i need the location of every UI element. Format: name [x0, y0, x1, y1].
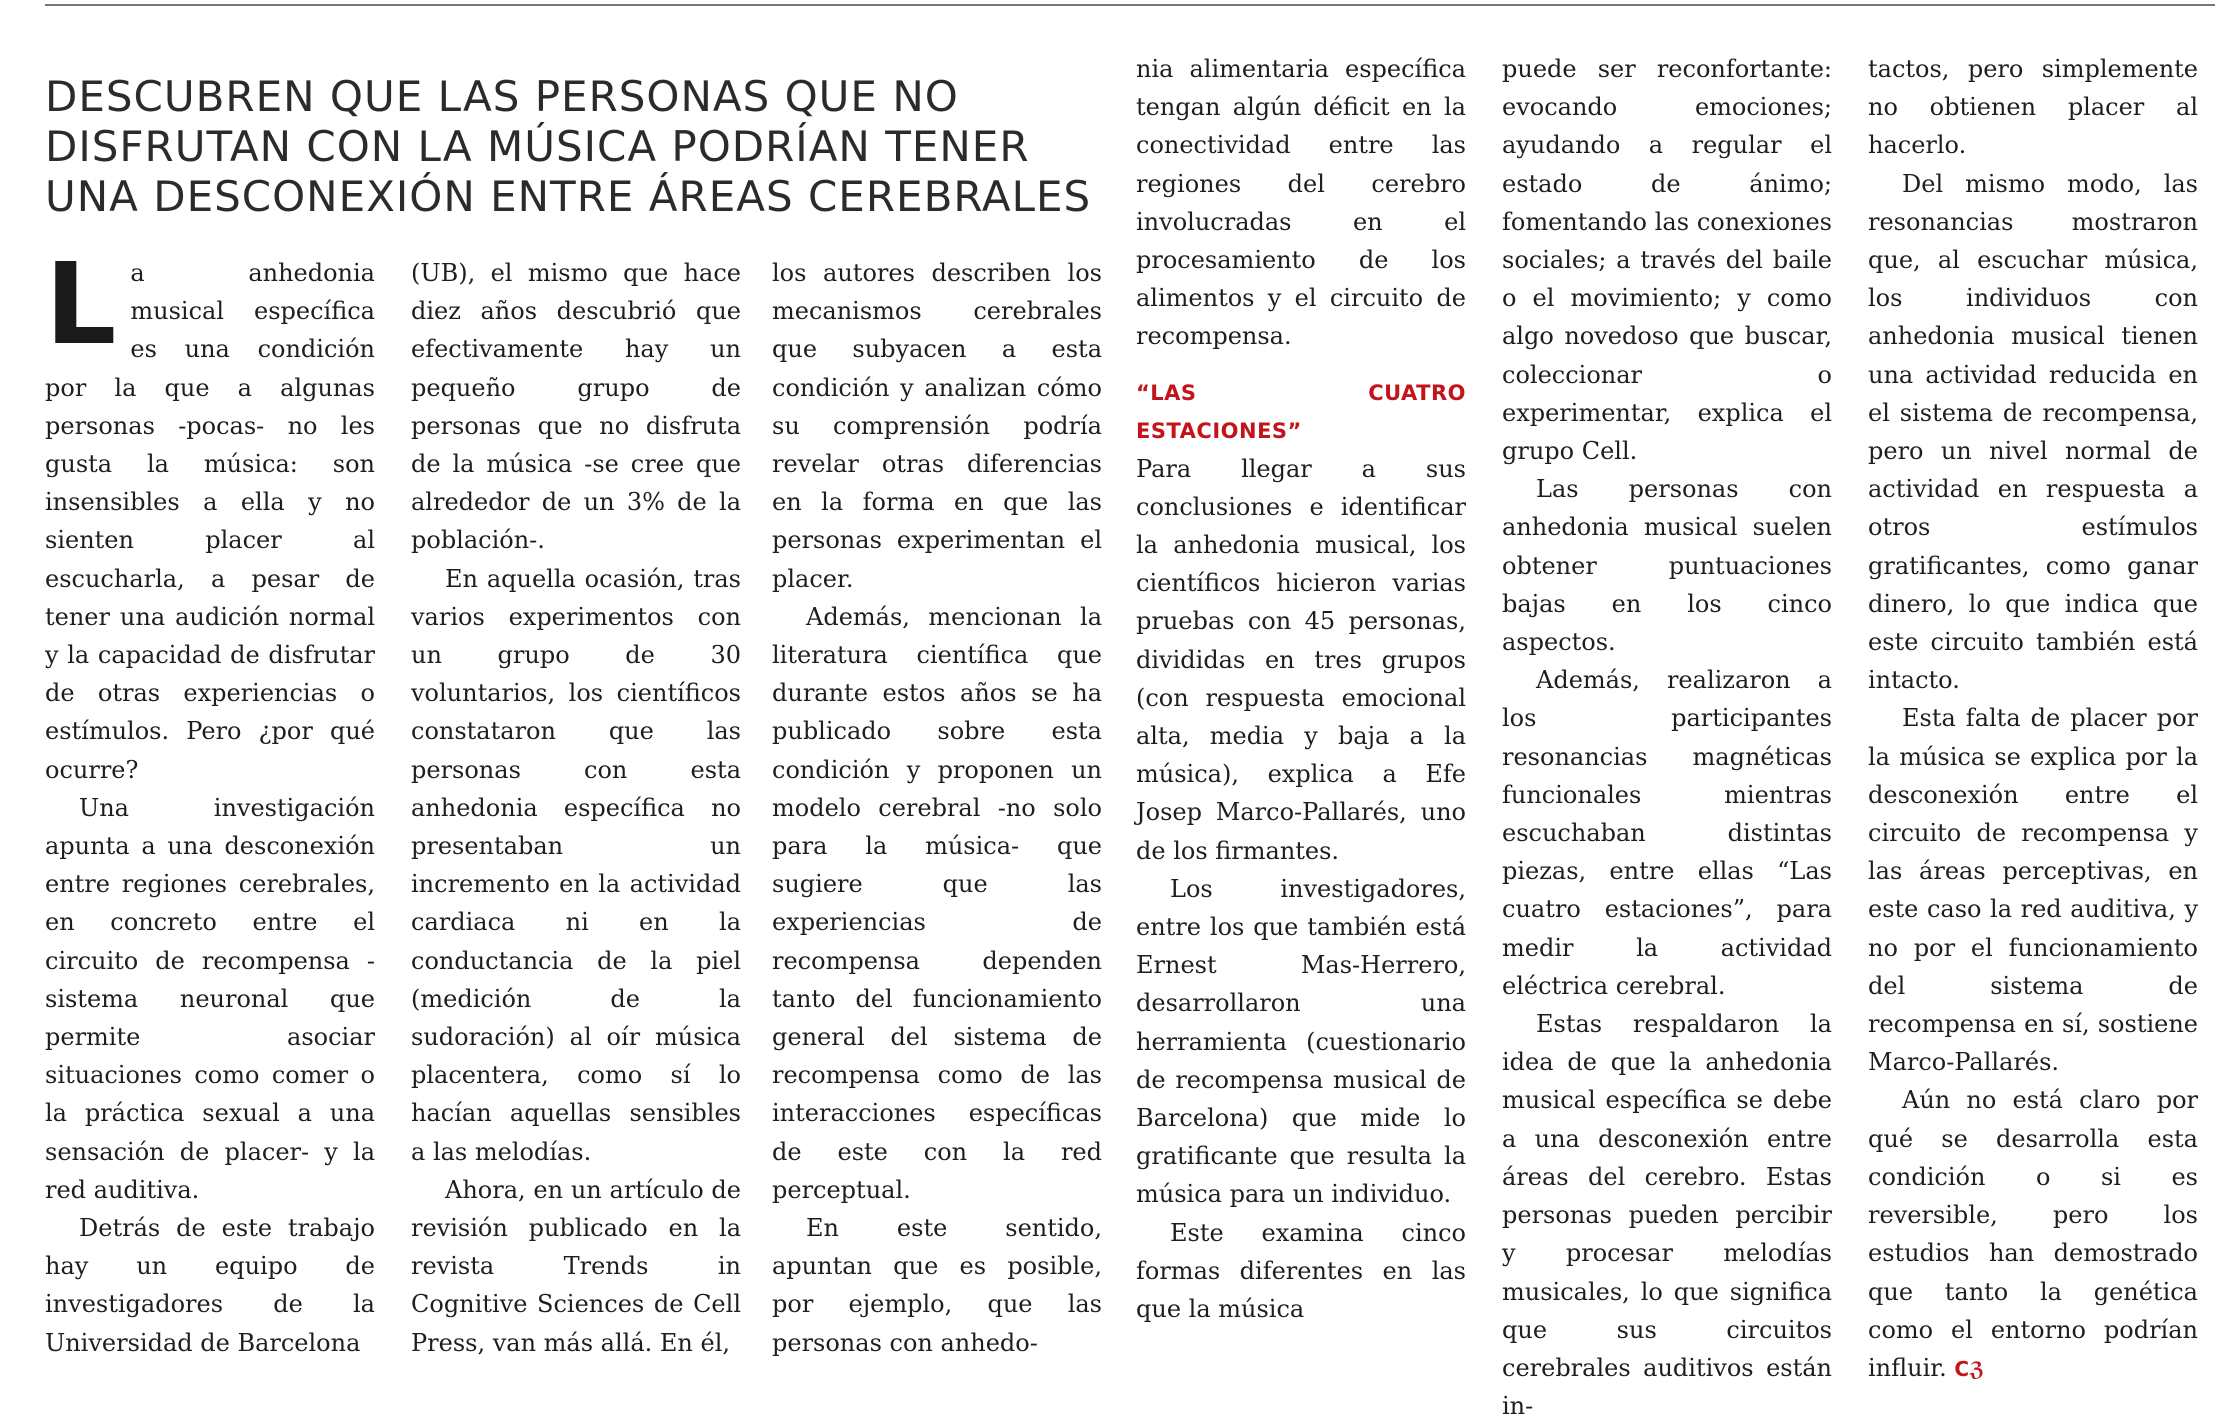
closing-paragraph: Aún no está claro por qué se desarrolla esta condición o si es reversible, pero los estudios han demostrado que tanto la genética como el entorno podrían influir. Cℨ	[1868, 1086, 2198, 1382]
paragraph: Además, mencionan la literatura científica que durante estos años se ha publicado sobre esta condición y proponen un modelo cerebral -no solo para la música- que sugiere que las experiencias de recompensa dependen tanto del funcionamiento general del sistema de recompensa como de las interacciones específicas de este con la red perceptual.	[772, 602, 1102, 1204]
paragraph: Además, realizaron a los participantes resonancias magnéticas funcionales mientras escuchaban distintas piezas, entre ellas “Las cuatro estaciones”, para medir la actividad eléctrica cerebral.	[1502, 666, 1832, 1000]
headline: DESCUBREN QUE LAS PERSONAS QUE NO DISFRUTAN CON LA MÚSICA PODRÍAN TENER UNA DESCONEXIÓN ENTRE ÁREAS CEREBRALES	[45, 72, 1092, 222]
paragraph: Los investigadores, entre los que también está Ernest Mas-Herrero, desarrollaron una herramienta (cuestionario de recompensa musical de Barcelona) que mide lo gratificante que resulta la música para un individuo.	[1136, 874, 1466, 1209]
article-column-4	[1136, 50, 1466, 1328]
paragraph: Esta falta de placer por la música se explica por la desconexión entre el circuito de recompensa y las áreas perceptivas, en este caso la red auditiva, y no por el funcionamiento del sistema de recompensa en sí, sostiene Marco-Pallarés.	[1868, 704, 2198, 1077]
drop-cap: L	[45, 240, 117, 370]
section-subhead: “LAS CUATRO ESTACIONES”	[1136, 380, 1466, 443]
paragraph: Este examina cinco formas diferentes en las que la música	[1136, 1218, 1466, 1324]
paragraph: Del mismo modo, las resonancias mostraron que, al escuchar música, los individuos con anhedonia musical tienen una actividad reducida en el sistema de recompensa, pero un nivel normal de actividad en respuesta a otros estímulos gratificantes, como ganar dinero, lo que indica que este circuito también está intacto.	[1868, 169, 2198, 695]
end-mark-icon: Cℨ	[1954, 1356, 1985, 1381]
article-column-1	[45, 240, 375, 1362]
article-column-2	[411, 254, 741, 1362]
paragraph: nia alimentaria específica tengan algún déficit en la conectividad entre las regiones del cerebro involucradas en el procesamiento de los alimentos y el circuito de recompensa.	[1136, 55, 1466, 351]
paragraph: En este sentido, apuntan que es posible, por ejemplo, que las personas con anhedo-	[772, 1214, 1102, 1357]
article-column-6	[1868, 50, 2198, 1388]
paragraph: Una investigación apunta a una desconexión entre regiones cerebrales, en concreto entre el circuito de recompensa -sistema neuronal que permite asociar situaciones como comer o la práctica sexual a una sensación de placer- y la red auditiva.	[45, 793, 375, 1204]
paragraph: tactos, pero simplemente no obtienen placer al hacerlo.	[1868, 55, 2198, 160]
paragraph: En aquella ocasión, tras varios experimentos con un grupo de 30 voluntarios, los científicos constataron que las personas con esta anhedonia específica no presentaban un incremento en la actividad cardiaca ni en la conductancia de la piel (medición de la sudoración) al oír música placentera, como sí lo hacían aquellas sensibles a las melodías.	[411, 564, 741, 1166]
lead-paragraph: La anhedonia musical específica es una condición por la que a algunas personas -pocas- no les gusta la música: son insensibles a ella y no sienten placer al escucharla, a pesar de tener una audición normal y la capacidad de disfrutar de otras experiencias o estímulos. Pero ¿por qué ocurre?	[45, 240, 375, 784]
article-column-3	[772, 254, 1102, 1362]
top-rule	[45, 4, 2215, 6]
paragraph: Estas respaldaron la idea de que la anhedonia musical específica se debe a una desconexión entre áreas del cerebro. Estas personas pueden percibir y procesar melodías musicales, lo que significa que sus circuitos cerebrales auditivos están in-	[1502, 1010, 1832, 1421]
paragraph: puede ser reconfortante: evocando emociones; ayudando a regular el estado de ánimo; fomentando las conexiones sociales; a través del baile o el movimiento; y como algo novedoso que buscar, coleccionar o experimentar, explica el grupo Cell.	[1502, 55, 1832, 466]
paragraph: Ahora, en un artículo de revisión publicado en la revista Trends in Cognitive Sciences de Cell Press, van más allá. En él,	[411, 1175, 741, 1357]
article-column-5	[1502, 50, 1832, 1425]
paragraph: Para llegar a sus conclusiones e identificar la anhedonia musical, los científicos hicieron varias pruebas con 45 personas, divididas en tres grupos (con respuesta emocional alta, media y baja a la música), explica a Efe Josep Marco-Pallarés, uno de los firmantes.	[1136, 454, 1466, 865]
paragraph: Las personas con anhedonia musical suelen obtener puntuaciones bajas en los cinco aspectos.	[1502, 475, 1832, 657]
paragraph: (UB), el mismo que hace diez años descubrió que efectivamente hay un pequeño grupo de personas que no disfruta de la música -se cree que alrededor de un 3% de la población-.	[411, 259, 741, 555]
paragraph: Detrás de este trabajo hay un equipo de investigadores de la Universidad de Barcelona	[45, 1214, 375, 1357]
paragraph: los autores describen los mecanismos cerebrales que subyacen a esta condición y analizan cómo su comprensión podría revelar otras diferencias en la forma en que las personas experimentan el placer.	[772, 259, 1102, 593]
